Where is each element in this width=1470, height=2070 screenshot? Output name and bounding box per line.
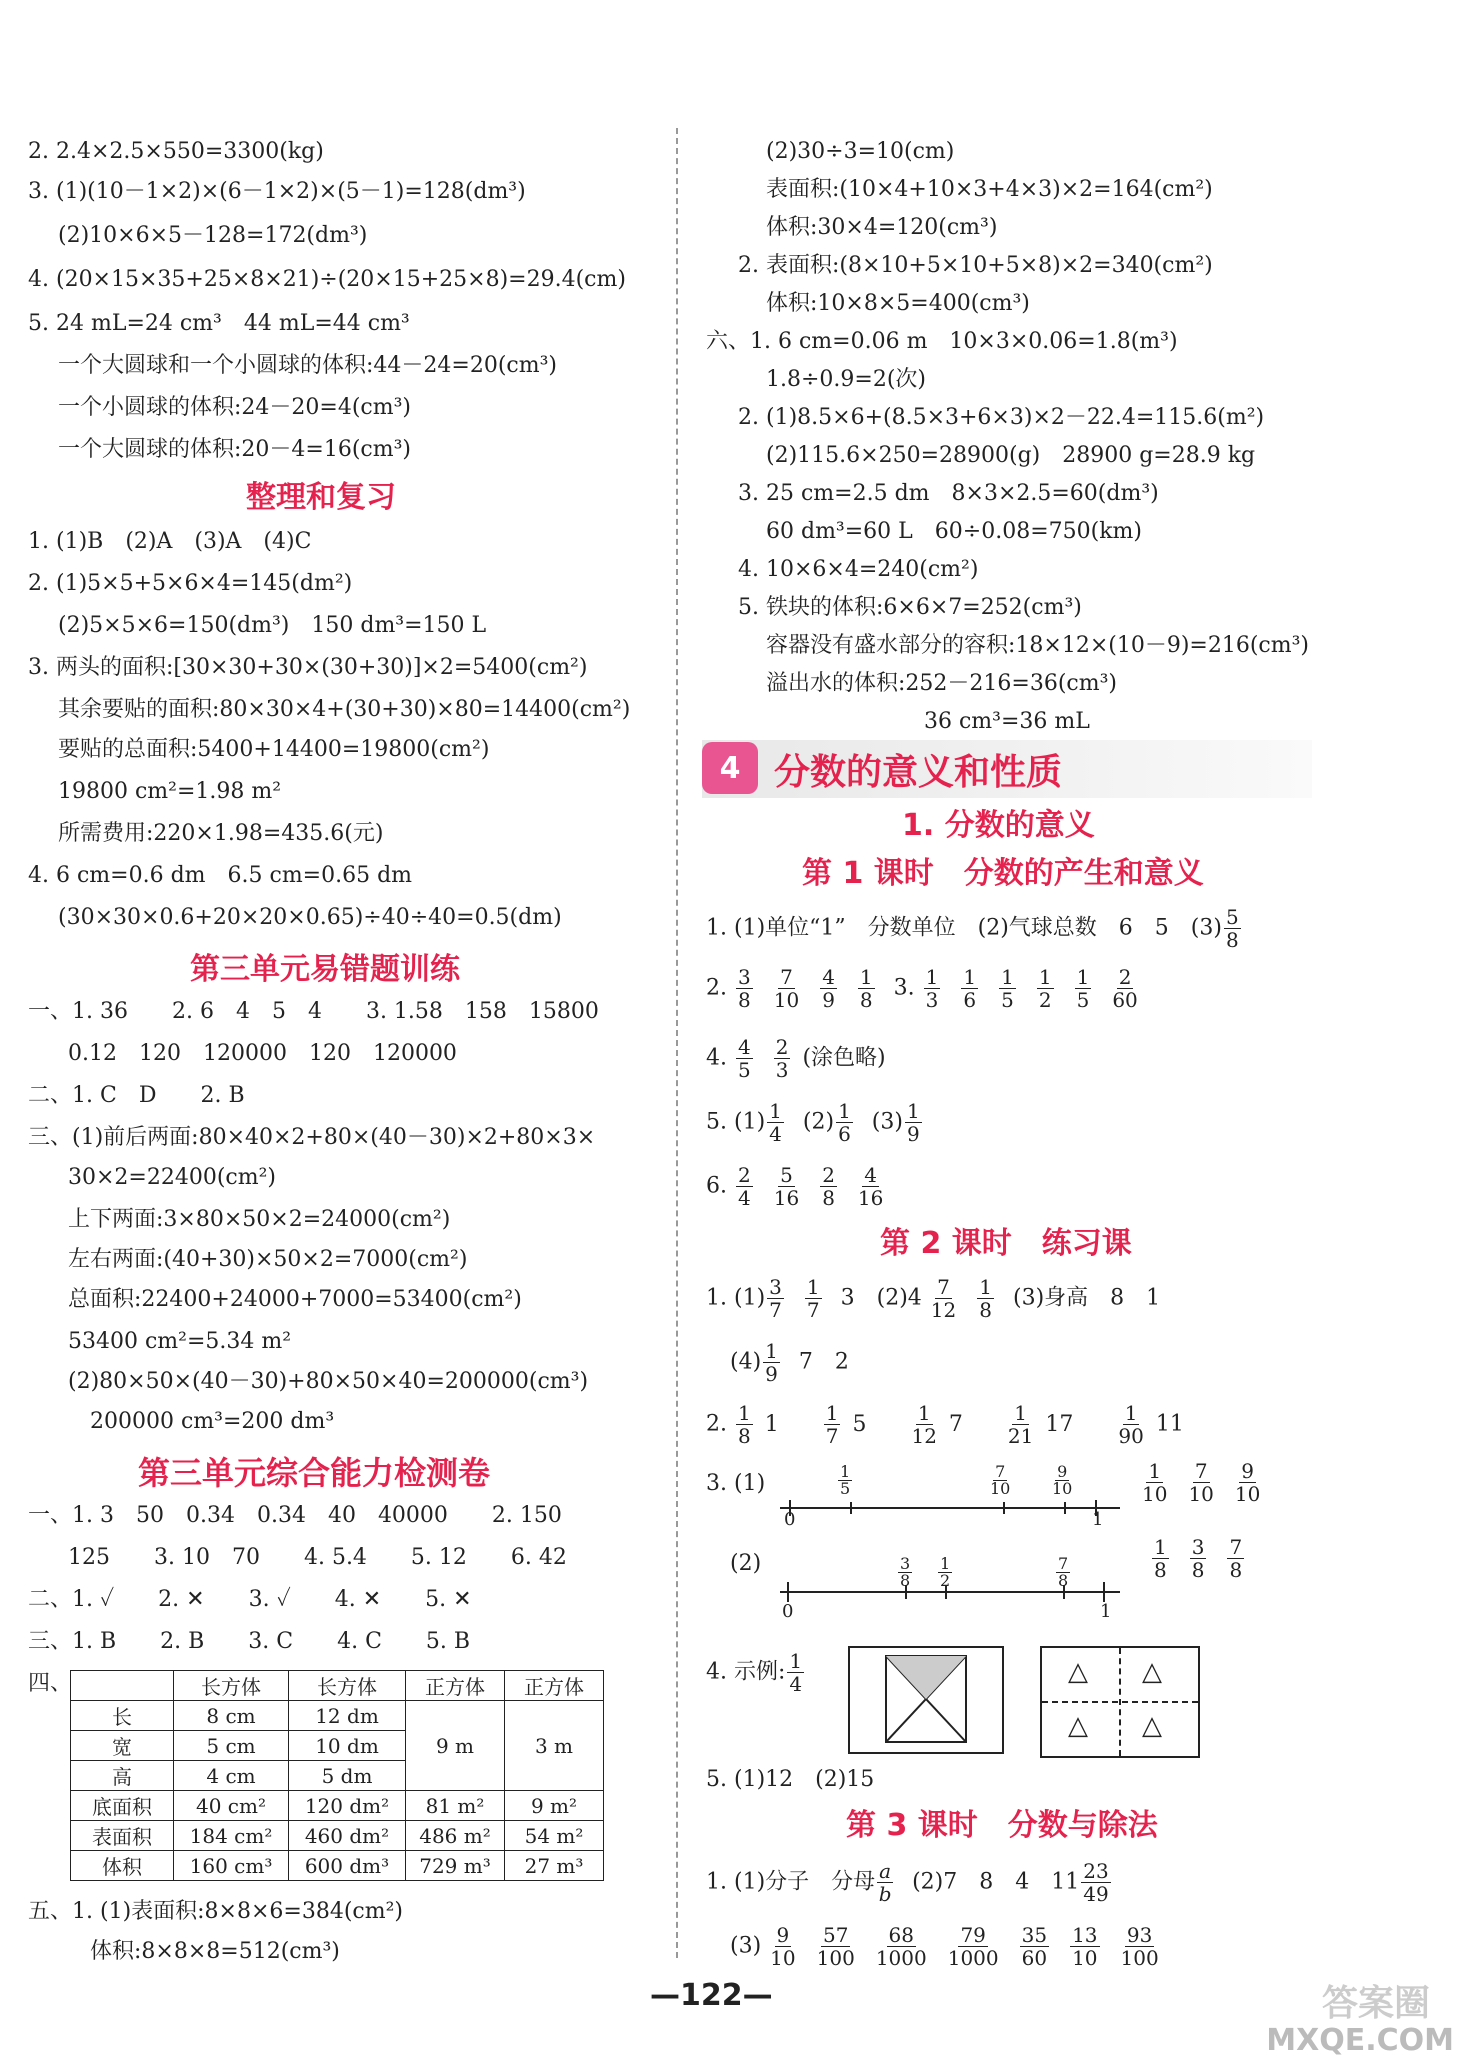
fraction: $\frac{7}{10}$ [1188,1459,1214,1506]
answer-text: 3 (2)4 [840,1285,922,1311]
answer-text: 5. (1) [706,1109,766,1135]
fraction: $\frac{57}{100}$ [816,1923,855,1970]
text-line: 二、1. C D 2. B [28,1083,245,1108]
text-line: (2)10×6×5－128=172(dm³) [58,223,368,248]
answer-text: 3. [893,975,915,1001]
table-header: 正方体 [406,1671,505,1701]
fraction: $\frac{7}{10}$ [773,965,800,1012]
text-line: 六、1. 6 cm=0.06 m 10×3×0.06=1.8(m³) [706,329,1178,354]
fraction: $\frac{1}{8}$ [1154,1535,1167,1582]
fraction: $\frac{35}{60}$ [1021,1923,1048,1970]
text-line: 要贴的总面积:5400+14400=19800(cm²) [58,737,490,762]
answer-text: (2) [802,1109,835,1135]
text-line: 总面积:22400+24000+7000=53400(cm²) [68,1287,522,1312]
text-line: 3. 两头的面积:[30×30+30×(30+30)]×2=5400(cm²) [28,655,588,680]
fraction: $\frac{1}{9}$ [765,1339,778,1386]
fraction: $\frac{1}{4}$ [769,1099,782,1146]
answer-line [706,1650,816,1695]
text-line: 一、1. 3 50 0.34 0.34 40 40000 2. 150 [28,1503,562,1528]
text-line: 125 3. 10 70 4. 5.4 5. 12 6. 42 [68,1545,567,1570]
text-line: 其余要贴的面积:80×30×4+(30+30)×80=14400(cm²) [58,697,631,722]
text-line: (2)30÷3=10(cm) [766,139,955,164]
fraction: $\frac{1}{8}$ [979,1275,992,1322]
table-cell: 9 m [406,1701,505,1791]
text-line: 5. (1)12 (2)15 [706,1767,875,1792]
section-heading: 第 1 课时 分数的产生和意义 [802,856,1204,891]
text-line: 2. (1)5×5+5×6×4=145(dm²) [28,571,353,596]
fraction: $\frac{68}{1000}$ [875,1923,927,1970]
fraction: $\frac{93}{100}$ [1120,1923,1159,1970]
answer-text: (2)7 8 4 11 [912,1869,1080,1895]
fraction: $\frac{3}{8}$ [738,965,751,1012]
fraction: $\frac{1}{2}$ [1038,965,1052,1012]
text-line: 五、1. (1)表面积:8×8×6=384(cm²) [28,1899,404,1924]
fraction: $\frac{1}{4}$ [789,1649,803,1696]
table-cell: 体积 [71,1851,174,1881]
text-line: (2)80×50×(40－30)+80×50×40=200000(cm³) [68,1369,589,1394]
table-cell: 3 m [505,1701,604,1791]
table-cell: 120 dm² [289,1791,406,1821]
section-heading: 第三单元综合能力检测卷 [138,1454,491,1492]
table-cell: 5 dm [289,1761,406,1791]
fraction: $\frac{3}{7}$ [769,1275,782,1322]
answer-text: (3) [871,1109,903,1135]
fraction: $\frac{1}{6}$ [963,965,977,1012]
fraction: $\frac{7}{8}$ [1229,1535,1243,1582]
text-line: 体积:8×8×8=512(cm³) [90,1939,340,1964]
fraction: $\frac{3}{8}$ [1191,1535,1205,1582]
answer-line: 2. $\frac{1}{8}$ 1 $\frac{1}{7}$ 5 $\frac{1}{12}$ 7 $\frac{1}{21}$ 17 $\frac{1}{90}$ 11 [706,1401,1184,1448]
text-line: 溢出水的体积:252－216=36(cm³) [766,671,1117,696]
fraction: $\frac{4}{9}$ [822,965,835,1012]
section-heading: 第 2 课时 练习课 [880,1226,1132,1261]
fraction: $\frac{a}{b}$ [878,1859,892,1906]
table-cell: 底面积 [71,1791,174,1821]
answer-text: 2. [706,1411,727,1437]
triangle-icon: △ [1068,1657,1088,1687]
answer-text: (4) [730,1349,762,1375]
fraction: $\frac{79}{1000}$ [947,1923,999,1970]
answer-text: 1. (1)单位“1” 分数单位 (2)气球总数 6 5 (3) [706,915,1222,941]
table-cell: 宽 [71,1731,174,1761]
text-line: 2. (1)8.5×6+(8.5×3+6×3)×2－22.4=115.6(m²) [738,405,1265,430]
table-cell: 40 cm² [174,1791,289,1821]
table-cell: 486 m² [406,1821,505,1851]
tick-fraction: $\frac{9}{10}$ [1052,1462,1073,1498]
tick-fraction: $\frac{1}{5}$ [840,1462,851,1498]
answer-text: (3) [730,1933,762,1959]
watermark-logo: 答案圈 [1321,1982,1430,2024]
table-cell: 81 m² [406,1791,505,1821]
tick-fraction: $\frac{3}{8}$ [900,1554,911,1590]
table-cell: 8 cm [174,1701,289,1731]
text-line: 二、1. ✓ 2. ✕ 3. ✓ 4. ✕ 5. ✕ [28,1587,472,1612]
fraction: $\frac{1}{5}$ [1001,965,1014,1012]
answer-text: 1. (1)分子 分母 [706,1869,876,1895]
answer-text: 4. [706,1045,727,1071]
answer-line [706,1164,895,1209]
answer-text: 6. [706,1173,727,1199]
fraction: $\frac{13}{10}$ [1072,1923,1098,1970]
table-header [71,1671,174,1701]
fraction: $\frac{1}{12}$ [911,1401,937,1448]
fraction: $\frac{1}{5}$ [1076,965,1090,1012]
triangle-icon: △ [1142,1711,1162,1741]
answer-line [706,906,1253,951]
unit-number-badge: 4 [702,742,758,794]
text-line: 一、1. 36 2. 6 4 5 4 3. 1.58 158 15800 [28,999,599,1024]
text-line: 三、(1)前后两面:80×40×2+80×(40－30)×2+80×3× [28,1125,596,1150]
text-line: 上下两面:3×80×50×2=24000(cm²) [68,1207,451,1232]
text-line: 36 cm³=36 mL [924,709,1090,734]
fraction: $\frac{5}{16}$ [773,1163,800,1210]
fraction: $\frac{2}{8}$ [822,1163,835,1210]
unit-title: 分数的意义和性质 [774,752,1063,793]
section-heading: 整理和复习 [246,480,396,515]
text-line: 一个大圆球的体积:20－4=16(cm³) [58,437,411,462]
answer-text: 4. 示例: [706,1659,786,1685]
fraction: $\frac{1}{7}$ [825,1401,839,1448]
tick-label: 1 [1092,1509,1104,1530]
fraction: $\frac{5}{8}$ [1225,905,1239,952]
fraction: $\frac{7}{12}$ [930,1275,957,1322]
text-line: 体积:30×4=120(cm³) [766,215,998,240]
table-header: 长方体 [174,1671,289,1701]
text-line: 4. 6 cm=0.6 dm 6.5 cm=0.65 dm [28,863,413,888]
tick-label: 1 [1100,1601,1112,1622]
tick-fraction: $\frac{7}{8}$ [1058,1554,1069,1590]
text-line: 一个小圆球的体积:24－20=4(cm³) [58,395,411,420]
fraction: $\frac{1}{9}$ [906,1099,920,1146]
fraction: $\frac{2}{3}$ [775,1035,789,1082]
table-cell: 27 m³ [505,1851,604,1881]
text-line: 四、 [28,1671,73,1696]
text-line: 体积:10×8×5=400(cm³) [766,291,1030,316]
triangle-icon: △ [1068,1711,1088,1741]
table-cell: 5 cm [174,1731,289,1761]
column-divider [676,128,678,1958]
answer-line [730,1340,849,1385]
fraction: $\frac{9}{10}$ [770,1923,796,1970]
tick-label: 0 [784,1509,796,1530]
text-line: 所需费用:220×1.98=435.6(元) [58,821,384,846]
answer-line [706,1860,1123,1905]
table-cell: 160 cm³ [174,1851,289,1881]
square-diagonals-figure [848,1646,1004,1754]
answer-line [730,1924,1171,1969]
text-line: 三、1. B 2. B 3. C 4. C 5. B [28,1629,471,1654]
text-line: 左右两面:(40+30)×50×2=7000(cm²) [68,1247,468,1272]
fraction: $\frac{1}{10}$ [1142,1459,1168,1506]
table-cell: 729 m³ [406,1851,505,1881]
table-cell: 4 cm [174,1761,289,1791]
fraction: $\frac{1}{8}$ [859,965,873,1012]
fraction: $\frac{2}{4}$ [738,1163,751,1210]
triangle-icon: △ [1142,1657,1162,1687]
text-line: 60 dm³=60 L 60÷0.08=750(km) [766,519,1142,544]
text-line: (30×30×0.6+20×20×0.65)÷40÷40=0.5(dm) [58,905,562,930]
answer-text: (2) [730,1551,762,1576]
table-header: 长方体 [289,1671,406,1701]
text-line: 19800 cm²=1.98 m² [58,779,282,804]
text-line: 200000 cm³=200 dm³ [90,1409,335,1434]
table-cell: 460 dm² [289,1821,406,1851]
text-line: 53400 cm²=5.34 m² [68,1329,292,1354]
answer-text: 3. (1) [706,1471,766,1496]
tick-fraction: $\frac{1}{2}$ [940,1554,951,1590]
section-heading: 第三单元易错题训练 [190,952,460,987]
answer-line [1140,1460,1272,1505]
answer-text: 7 2 [798,1349,849,1375]
text-line: 1. (1)B (2)A (3)A (4)C [28,529,312,554]
table-cell: 54 m² [505,1821,604,1851]
text-line: (2)5×5×6=150(dm³) 150 dm³=150 L [58,613,487,638]
unit-banner [702,740,1312,798]
text-line: 2. 2.4×2.5×550=3300(kg) [28,139,324,164]
answer-text: (3)身高 8 1 [1012,1285,1161,1311]
fraction: $\frac{1}{90}$ [1118,1401,1144,1448]
fraction: $\frac{1}{3}$ [925,965,939,1012]
watermark: MXQE.COM [1266,2023,1454,2058]
text-line: 0.12 120 120000 120 120000 [68,1041,457,1066]
fraction: $\frac{4}{5}$ [738,1035,751,1082]
fraction: $\frac{1}{8}$ [738,1401,751,1448]
answer-text: 1. (1) [706,1285,766,1311]
text-line: 5. 24 mL=24 cm³ 44 mL=44 cm³ [28,311,410,336]
table-cell: 12 dm [289,1701,406,1731]
text-line: (2)115.6×250=28900(g) 28900 g=28.9 kg [766,443,1256,468]
section-heading: 1. 分数的意义 [902,808,1095,843]
table-header: 正方体 [505,1671,604,1701]
answer-text: (涂色略) [802,1045,886,1071]
text-line: 容器没有盛水部分的容积:18×12×(10－9)=216(cm³) [766,633,1310,658]
text-line: 4. 10×6×4=240(cm²) [738,557,979,582]
answer-text: 2. [706,975,727,1001]
fraction: $\frac{1}{21}$ [1007,1401,1034,1448]
table-cell: 表面积 [71,1821,174,1851]
answer-line [706,1036,886,1081]
answer-line [706,1100,934,1145]
text-line: 一个大圆球和一个小圆球的体积:44－24=20(cm³) [58,353,557,378]
text-line: 5. 铁块的体积:6×6×7=252(cm³) [738,595,1082,620]
answer-line [706,966,1150,1011]
tick-label: 0 [782,1601,794,1622]
four-triangles-figure [1040,1646,1200,1758]
tick-fraction: $\frac{7}{10}$ [990,1462,1011,1498]
table-cell: 长 [71,1701,174,1731]
table-cell: 10 dm [289,1731,406,1761]
fraction: $\frac{1}{7}$ [806,1275,820,1322]
text-line: 4. (20×15×35+25×8×21)÷(20×15+25×8)=29.4(cm) [28,267,626,292]
section-heading: 第 3 课时 分数与除法 [846,1808,1158,1843]
answer-table [70,1670,604,1881]
text-line: 30×2=22400(cm²) [68,1165,277,1190]
fraction: $\frac{1}{6}$ [838,1099,851,1146]
table-cell: 600 dm³ [289,1851,406,1881]
fraction: $\frac{23}{49}$ [1083,1859,1109,1906]
table-cell: 9 m² [505,1791,604,1821]
table-cell: 184 cm² [174,1821,289,1851]
fraction: $\frac{9}{10}$ [1234,1459,1261,1506]
fraction: $\frac{4}{16}$ [857,1163,884,1210]
answer-line [706,1276,1160,1321]
fraction: $\frac{2}{60}$ [1112,965,1138,1012]
answer-line [1150,1536,1256,1581]
text-line: 3. 25 cm=2.5 dm 8×3×2.5=60(dm³) [738,481,1159,506]
text-line: 表面积:(10×4+10×3+4×3)×2=164(cm²) [766,177,1213,202]
text-line: 1.8÷0.9=2(次) [766,367,927,392]
page-number: —122— [650,1978,773,2013]
table-cell: 高 [71,1761,174,1791]
text-line: 3. (1)(10－1×2)×(6－1×2)×(5－1)=128(dm³) [28,179,526,204]
text-line: 2. 表面积:(8×10+5×10+5×8)×2=340(cm²) [738,253,1213,278]
